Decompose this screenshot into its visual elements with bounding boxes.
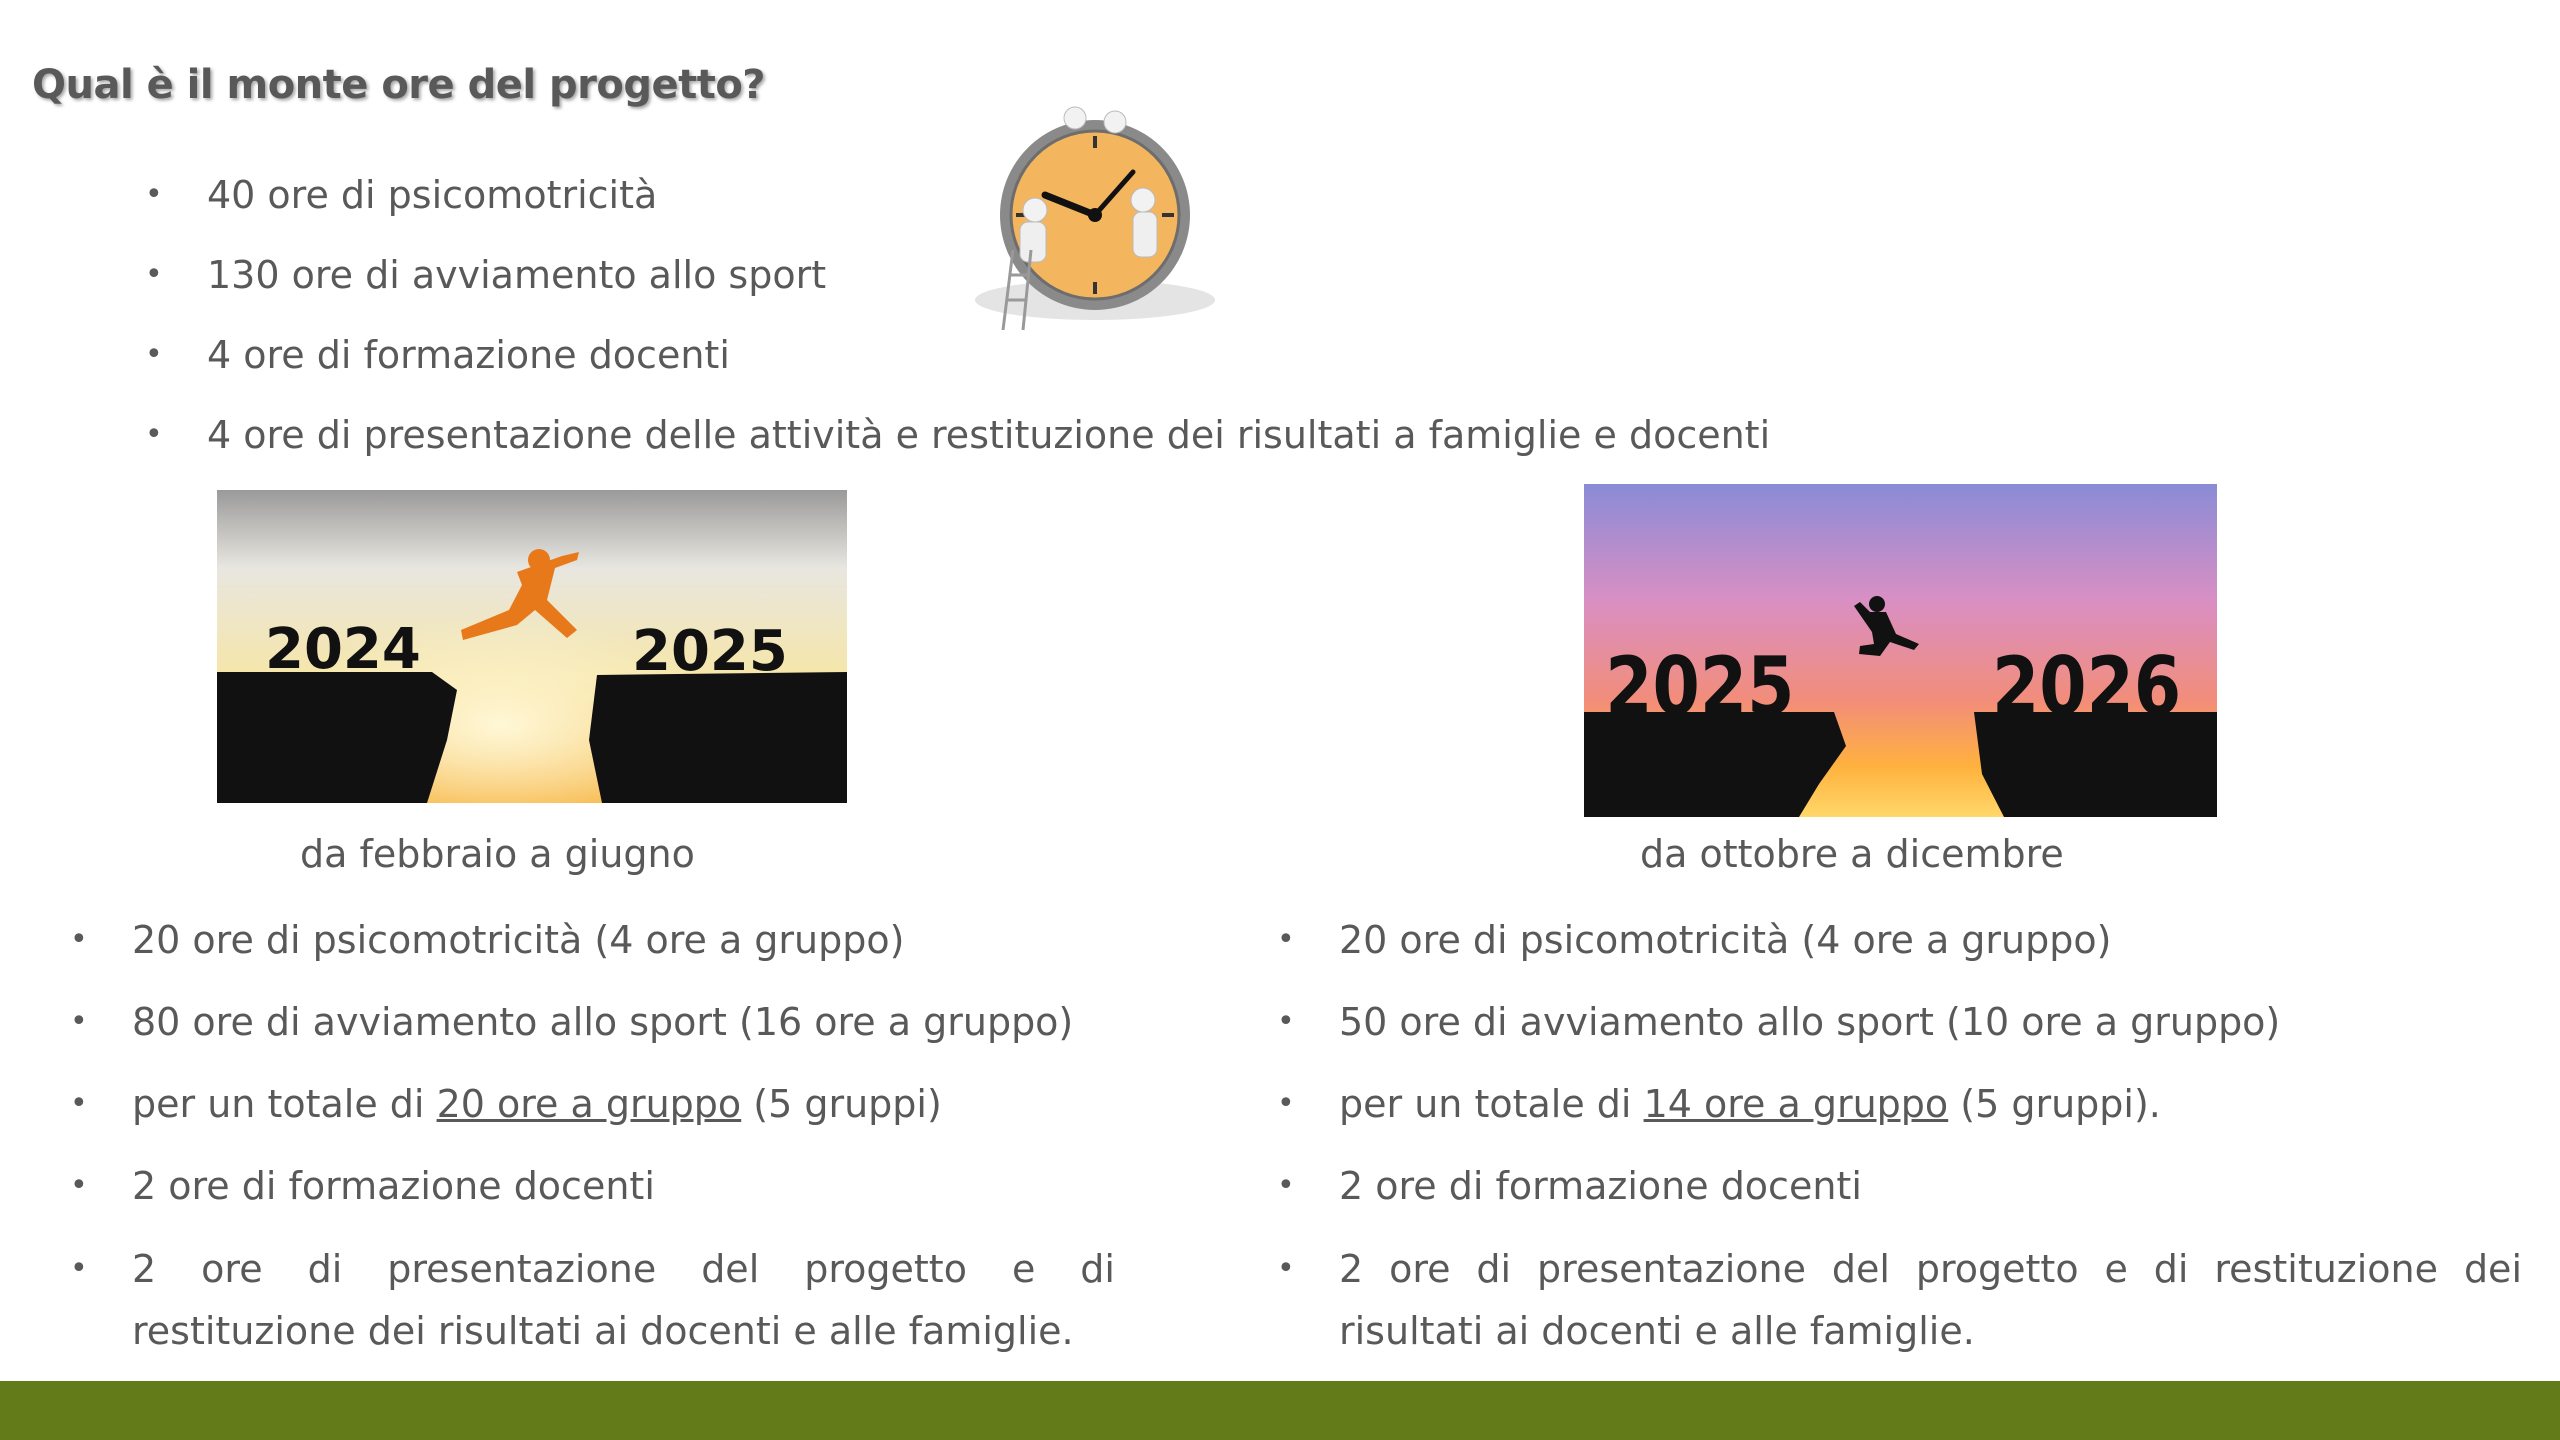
bullet-icon: • — [70, 1004, 88, 1039]
svg-text:2025: 2025 — [632, 619, 788, 684]
list-item: • 2 ore di presentazione del progetto e di restituzione dei risultati ai docenti e alle famiglie. — [70, 1238, 1115, 1362]
svg-text:2026: 2026 — [1992, 639, 2182, 734]
footer-bar — [0, 1381, 2560, 1440]
bullet-icon: • — [1277, 1168, 1295, 1203]
list-item: • 20 ore di psicomotricità (4 ore a gruppo) — [70, 910, 1115, 970]
list-item: • 50 ore di avviamento allo sport (10 ore a gruppo) — [1277, 992, 2522, 1052]
hours-per-group-underlined: 20 ore a gruppo — [436, 1082, 742, 1126]
bullet-icon: • — [145, 177, 163, 212]
svg-text:2024: 2024 — [265, 617, 421, 682]
bullet-icon: • — [145, 337, 163, 372]
right-hours-list — [1277, 910, 2522, 1384]
hours-per-group-underlined: 14 ore a gruppo — [1643, 1082, 1949, 1126]
bullet-icon: • — [70, 1251, 88, 1286]
list-item: • 4 ore di formazione docenti — [145, 328, 1945, 408]
svg-text:2025: 2025 — [1605, 639, 1795, 734]
bullet-icon: • — [70, 1086, 88, 1121]
list-item: • 80 ore di avviamento allo sport (16 ore a gruppo) — [70, 992, 1115, 1052]
list-item: • per un totale di 14 ore a gruppo (5 gruppi). — [1277, 1074, 2522, 1134]
bullet-icon: • — [1277, 1086, 1295, 1121]
bullet-icon: • — [70, 922, 88, 957]
clock-illustration — [965, 100, 1225, 350]
bullet-icon: • — [145, 257, 163, 292]
year-jump-photo-2024-2025 — [217, 490, 847, 803]
list-item: • 130 ore di avviamento allo sport — [145, 248, 1945, 328]
bullet-icon: • — [1277, 1004, 1295, 1039]
period-label-left: da febbraio a giugno — [300, 832, 695, 876]
list-item: • 4 ore di presentazione delle attività e restituzione dei risultati a famiglie e docenti — [145, 408, 1945, 488]
list-item: • 2 ore di formazione docenti — [1277, 1156, 2522, 1216]
page-title: Qual è il monte ore del progetto? — [32, 62, 766, 108]
list-item: • 2 ore di formazione docenti — [70, 1156, 1115, 1216]
list-item: • 20 ore di psicomotricità (4 ore a gruppo) — [1277, 910, 2522, 970]
list-item: • 2 ore di presentazione del progetto e di restituzione dei risultati ai docenti e alle famiglie. — [1277, 1238, 2522, 1362]
bullet-icon: • — [145, 417, 163, 452]
list-item: • 40 ore di psicomotricità — [145, 168, 1945, 248]
bullet-icon: • — [1277, 1251, 1295, 1286]
bullet-icon: • — [70, 1168, 88, 1203]
bullet-icon: • — [1277, 922, 1295, 957]
year-jump-photo-2025-2026 — [1584, 484, 2217, 817]
list-item: • per un totale di 20 ore a gruppo (5 gruppi) — [70, 1074, 1115, 1134]
period-label-right: da ottobre a dicembre — [1640, 832, 2064, 876]
left-hours-list — [70, 910, 1115, 1384]
